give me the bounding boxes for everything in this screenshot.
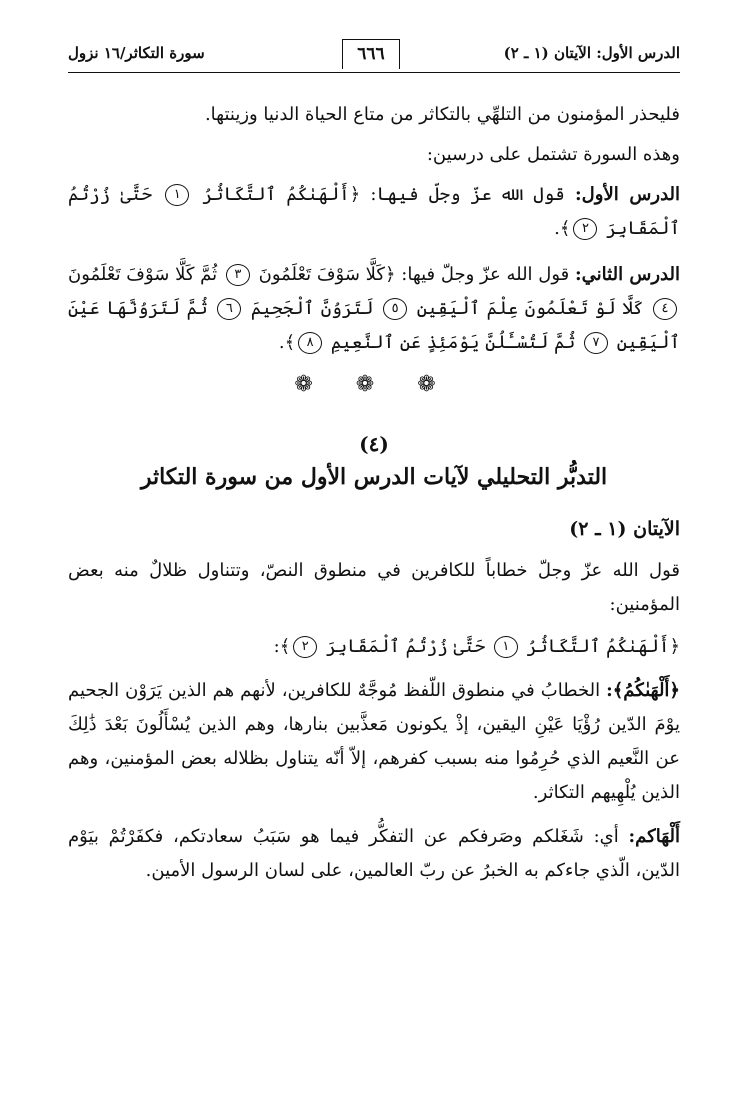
verse-text: كَلَّا لَوْ تَعْلَمُونَ عِلْمَ ٱلْيَقِينِ [416,298,644,319]
verse-text: كَلَّا سَوْفَ تَعْلَمُونَ [258,264,385,285]
term-label: ﴿أَلْهَىٰكُمُ﴾: [606,680,680,701]
lesson-1-paragraph [68,178,680,246]
verse-text: حَتَّىٰ زُرْتُمُ ٱلْمَقَابِرَ [326,636,486,657]
intro-line-2: وهذه السورة تشتمل على درسين: [426,144,680,165]
verse-open-bracket: ﴿ [384,264,396,285]
ayah-number-marker: ٤ [653,298,677,320]
lesson-1-label: الدرس الأول: [575,184,681,205]
verse-open-bracket: ﴿ [349,184,361,205]
lesson-2-intro: قول الله عزّ وجلّ فيها: [401,264,570,285]
ayah-number-marker: ٦ [217,298,241,320]
paragraph-text: أي: شَغَلكم وصَرفكم عن التفكُّر فيما هو سَبَبُ سعادتكم، فكفَرْتُمْ بيَوْم الدّين، الّذي جاءكم به الخبرُ عن ربّ العالمين، على لسان الرسول الأمين. [68,826,680,881]
book-page [68,38,680,888]
ayah-number-marker: ٥ [383,298,407,320]
verse-text: أَلْهَىٰكُمُ ٱلتَّكَاثُرُ [526,636,670,657]
verse-text: لَتَرَوُنَّ ٱلْجَحِيمَ [250,298,374,319]
verse-text: ثُمَّ كَلَّا سَوْفَ تَعْلَمُونَ [68,264,218,285]
verse-close-bracket: ﴾: [273,636,291,657]
term-label: أَلْهَاكم: [628,826,680,847]
section-number: (٤) [359,432,389,456]
section-title: التدبُّر التحليلي لآيات الدرس الأول من سورة التكاثر [140,464,608,490]
lesson-1-intro: قول الله عزّ وجلّ فيها: [370,184,565,205]
ayah-number-marker: ٢ [293,636,317,658]
verse-text: أَلْهَىٰكُمُ ٱلتَّكَاثُرُ [202,184,350,205]
paragraph-text: الخطابُ في منطوق اللّفظ مُوجَّهٌ للكافرين، لأنهم هم الذين يَرَوْن الجحيم يوْمَ الدّين رُؤْيَا عَيْنِ اليقين، إذْ يكونون مَعذَّبين بنارها، وهم الذين يُسْأَلُونَ بَعْدَ ذَٰلِكَ عن النَّعيم الذي حُرِمُوا منه بسبب كفرهم، إلاّ أنّه يتناول بظلاله بعض المؤمنين، وهم الذين يُلْهِيهم التكاثر. [68,680,680,803]
ayah-number-marker: ٣ [226,264,250,286]
verse-close-bracket: ﴾. [278,332,296,353]
ayah-number-marker: ١ [494,636,518,658]
page-header [68,38,680,73]
ayah-number-marker: ٧ [584,332,608,354]
quoted-verse-block [68,630,680,664]
section-separator-ornament: ❁ ❁ ❁ [294,372,454,397]
ayah-number-marker: ٢ [573,218,597,240]
verse-text: ثُمَّ لَتُسْـَٔلُنَّ يَوْمَئِذٍ عَنِ ٱلنَّعِيمِ [330,332,576,353]
verse-close-bracket: ﴾. [554,218,571,239]
intro-line-1: فليحذر المؤمنون من التلهِّي بالتكاثر من متاع الحياة الدنيا وزينتها. [204,104,680,125]
paragraph-intro: قول الله عزّ وجلّ خطاباً للكافرين في منطوق النصّ، وتتناول ظلالٌ منه بعض المؤمنين: [68,560,680,615]
lesson-2-label: الدرس الثاني: [575,264,680,285]
header-lesson-title: الدرس الأول: الآيتان (١ ـ ٢) [503,44,680,62]
verse-open-bracket: ﴿ [669,636,680,657]
paragraph-explanation-1 [68,674,680,810]
lesson-2-paragraph [68,258,680,360]
ayah-number-marker: ١ [165,184,189,206]
ayah-number-marker: ٨ [298,332,322,354]
paragraph-explanation-2 [68,820,680,888]
verse-text: ثُمَّ لَتَرَوُنَّهَا عَيْنَ ٱلْيَقِينِ [68,298,680,353]
verse-text: حَتَّىٰ زُرْتُمُ ٱلْمَقَابِرَ [68,184,680,239]
subsection-title: الآيتان (١ ـ ٢) [569,518,680,540]
header-surah-title: سورة التكاثر/١٦ نزول [68,44,205,62]
page-number: ٦٦٦ [342,39,400,69]
